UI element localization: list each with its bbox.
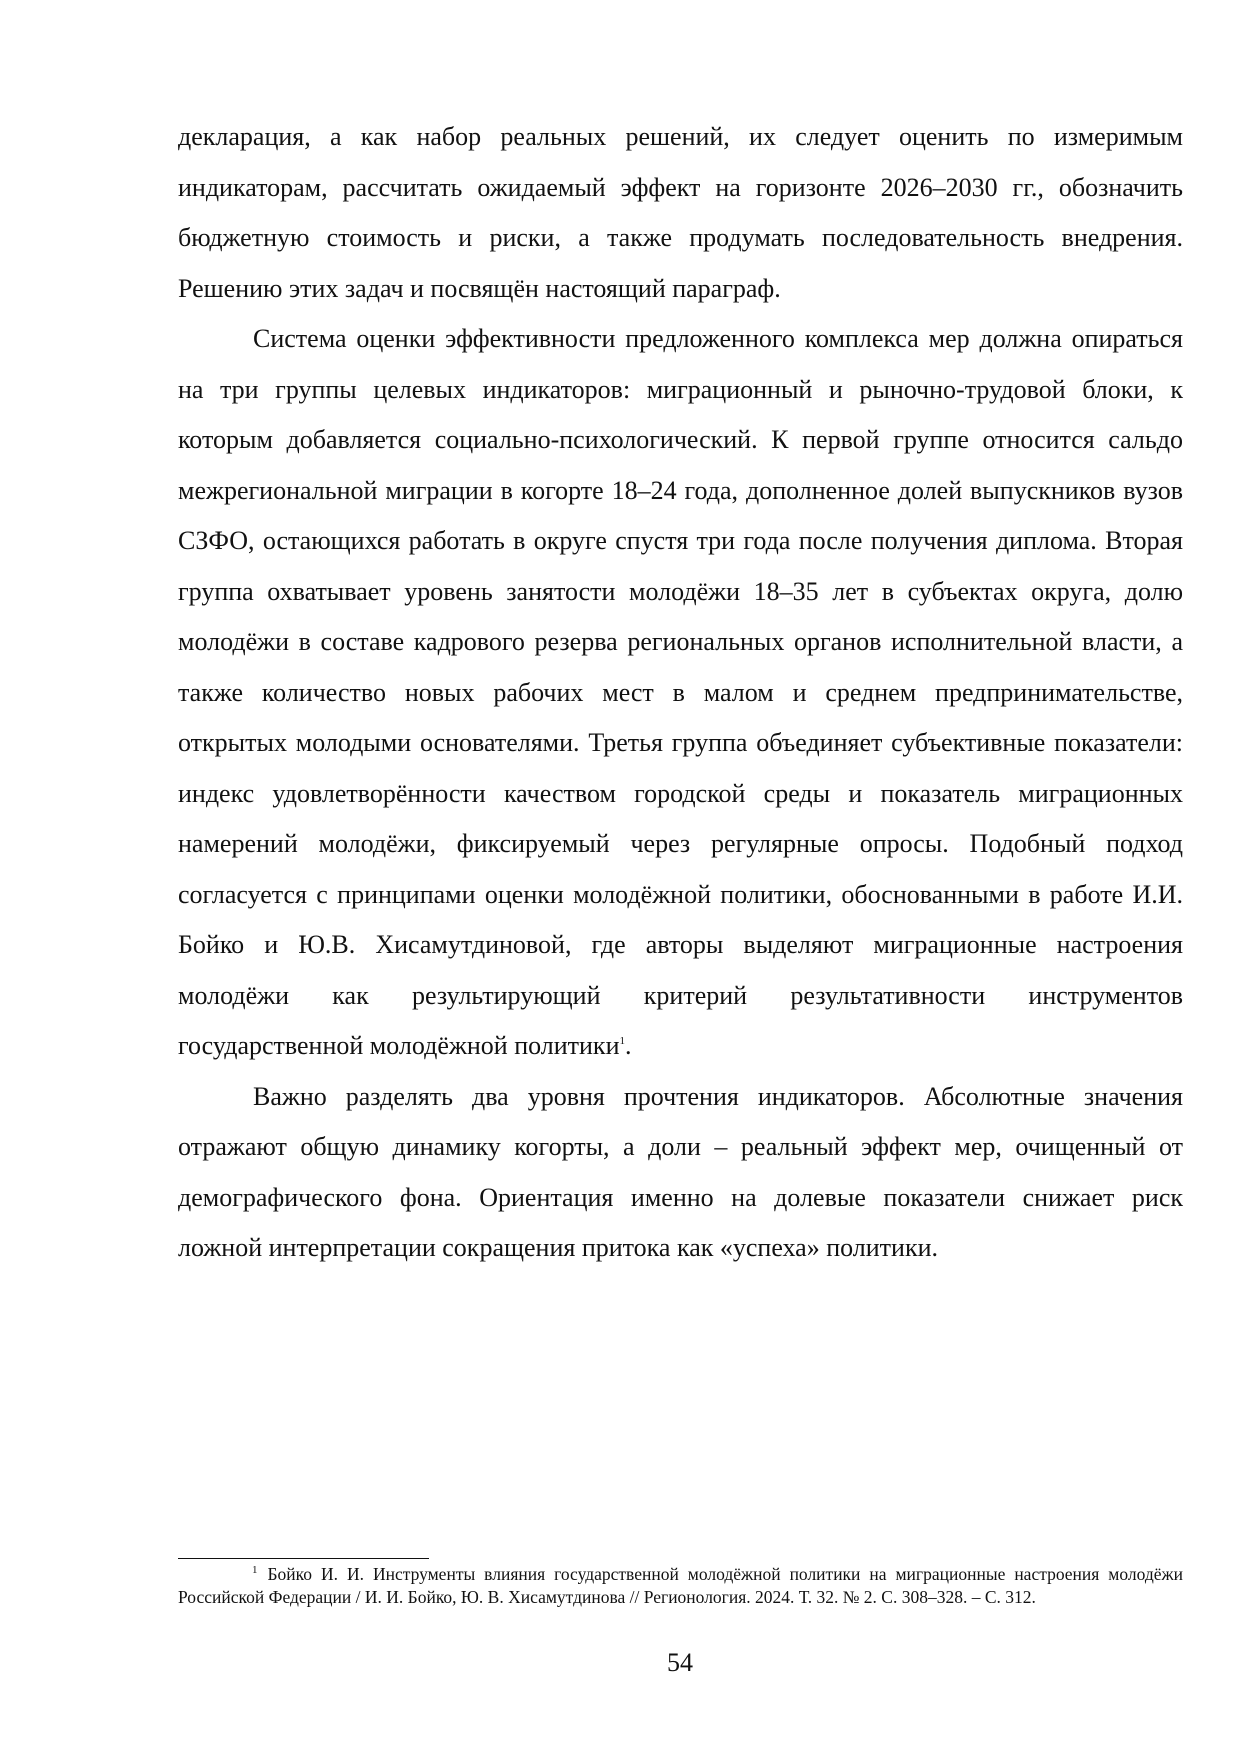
paragraph-indicator-groups-text: Система оценки эффективности предложенного комплекса мер должна опираться на три группы целевых индикаторов: миграционный и рыночно-трудовой блоки, к которым добавляется социально-психологический. К первой группе относится сальдо межрегиональной миграции в когорте 18–24 года, дополненное долей выпускников вузов СЗФО, остающихся работать в округе спустя три года после получения диплома. Вторая группа охватывает уровень занятости молодёжи 18–35 лет в субъектах округа, долю молодёжи в составе кадрового резерва региональных органов исполнительной власти, а также количество новых рабочих мест в малом и среднем предпринимательстве, открытых молодыми основателями. Третья группа объединяет субъективные показатели: индекс удовлетворённости качеством городской среды и показатель миграционных намерений молодёжи, фиксируемый через регулярные опросы. Подобный подход согласуется с принципами оценки молодёжной политики, обоснованными в работе И.И. Бойко и Ю.В. Хисамутдиновой, где авторы выделяют миграционные настроения молодёжи как результирующий критерий результативности инструментов государственной молодёжной политики	[178, 324, 1183, 1060]
main-text	[178, 112, 1183, 1274]
footnote-separator	[178, 1558, 429, 1559]
paragraph-indicator-groups	[178, 314, 1183, 1072]
paragraph-continuation: декларация, а как набор реальных решений, их следует оценить по измеримым индикаторам, рассчитать ожидаемый эффект на горизонте 2026–2030 гг., обозначить бюджетную стоимость и риски, а также продумать последовательность внедрения. Решению этих задач и посвящён настоящий параграф.	[178, 122, 1183, 303]
page-number: 54	[667, 1648, 693, 1677]
footnote-text: Бойко И. И. Инструменты влияния государственной молодёжной политики на миграционные настроения молодёжи Российской Федерации / И. И. Бойко, Ю. В. Хисамутдинова // Регионология. 2024. Т. 32. № 2. С. 308–328. – С. 312.	[178, 1564, 1183, 1607]
footnote	[178, 1563, 1183, 1609]
footnote-number: 1	[252, 1564, 258, 1576]
footnote-reference[interactable]: 1	[619, 1035, 625, 1047]
paragraph-end-punctuation: .	[624, 1031, 632, 1060]
paragraph-indicator-levels: Важно разделять два уровня прочтения индикаторов. Абсолютные значения отражают общую динамику когорты, а доли – реальный эффект мер, очищенный от демографического фона. Ориентация именно на долевые показатели снижает риск ложной интерпретации сокращения притока как «успеха» политики.	[178, 1081, 1183, 1262]
